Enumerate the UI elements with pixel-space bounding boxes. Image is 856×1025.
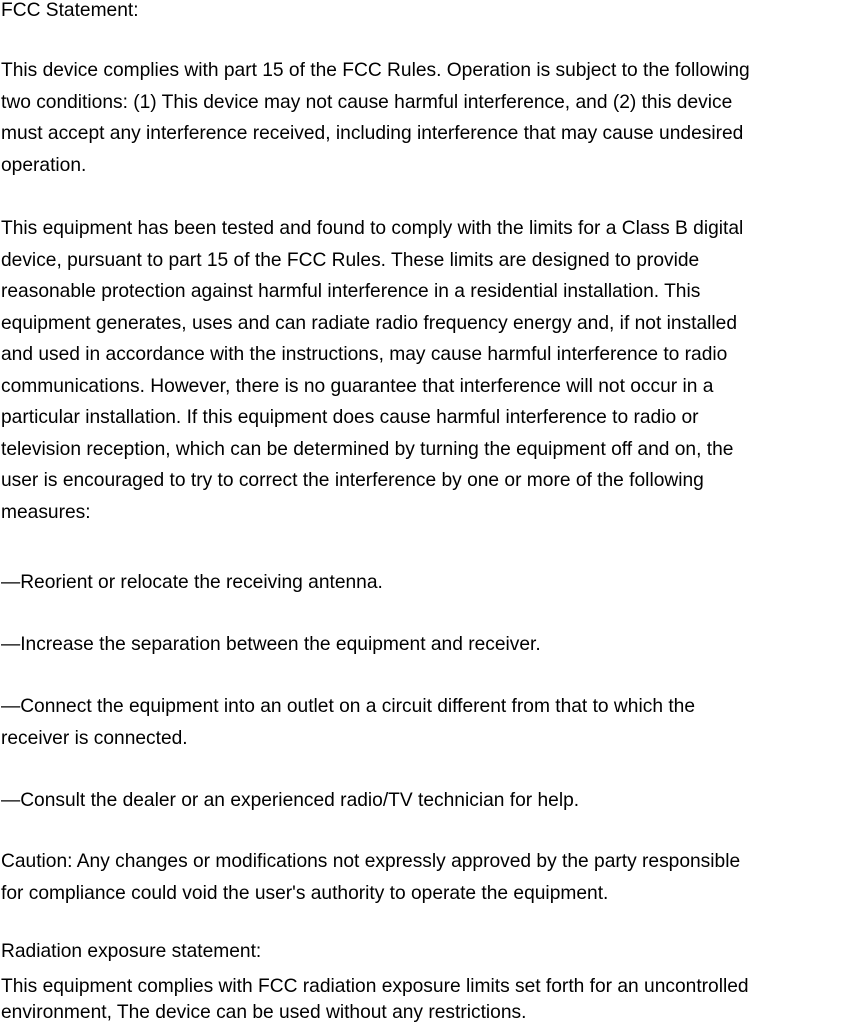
measure-reorient	[1, 567, 383, 599]
radiation-paragraph	[1, 973, 749, 1025]
class-b-line: communications. However, there is no guarantee that interference will not occur in a	[1, 375, 714, 397]
class-b-line: reasonable protection against harmful interference in a residential installation. This	[1, 281, 701, 302]
measure-consult-dealer	[1, 785, 579, 817]
radiation-line: This equipment complies with FCC radiation exposure limits set forth for an uncontrolled	[1, 976, 749, 997]
measure-increase-separation	[1, 629, 541, 661]
compliance-line: must accept any interference received, including interference that may cause undesired	[1, 123, 744, 144]
heading-text: FCC Statement:	[1, 0, 139, 21]
class-b-paragraph	[1, 213, 743, 528]
class-b-line: device, pursuant to part 15 of the FCC Rules. These limits are designed to provide	[1, 249, 700, 271]
compliance-line: two conditions: (1) This device may not cause harmful interference, and (2) this device	[1, 91, 733, 113]
radiation-heading-text: Radiation exposure statement:	[1, 941, 262, 962]
compliance-line: This device complies with part 15 of the FCC Rules. Operation is subject to the following	[1, 60, 750, 81]
compliance-line: operation.	[1, 154, 87, 176]
measure-connect-outlet	[1, 691, 695, 754]
caution-paragraph	[1, 846, 740, 909]
measure-text: —Reorient or relocate the receiving antenna.	[1, 572, 383, 593]
class-b-line: measures:	[1, 501, 91, 523]
radiation-heading	[1, 936, 261, 968]
fcc-statement-heading	[1, 0, 139, 27]
caution-line: for compliance could void the user's authority to operate the equipment.	[1, 882, 609, 904]
radiation-line: environment, The device can be used without any restrictions.	[1, 1002, 527, 1023]
measure-line: —Connect the equipment into an outlet on a circuit different from that to which the	[1, 696, 695, 717]
compliance-paragraph	[1, 55, 750, 181]
measure-text: —Consult the dealer or an experienced radio/TV technician for help.	[1, 790, 580, 811]
measure-line: receiver is connected.	[1, 727, 188, 749]
class-b-line: user is encouraged to try to correct the interference by one or more of the following	[1, 470, 704, 491]
measure-text: —Increase the separation between the equipment and receiver.	[1, 634, 541, 655]
class-b-line: television reception, which can be determined by turning the equipment off and on, the	[1, 438, 734, 460]
class-b-line: equipment generates, uses and can radiate radio frequency energy and, if not installed	[1, 312, 738, 334]
class-b-line: particular installation. If this equipment does cause harmful interference to radio or	[1, 407, 699, 428]
class-b-line: and used in accordance with the instructions, may cause harmful interference to radio	[1, 344, 728, 365]
class-b-line: This equipment has been tested and found to comply with the limits for a Class B digital	[1, 218, 744, 239]
caution-line: Caution: Any changes or modifications not expressly approved by the party responsible	[1, 851, 741, 872]
